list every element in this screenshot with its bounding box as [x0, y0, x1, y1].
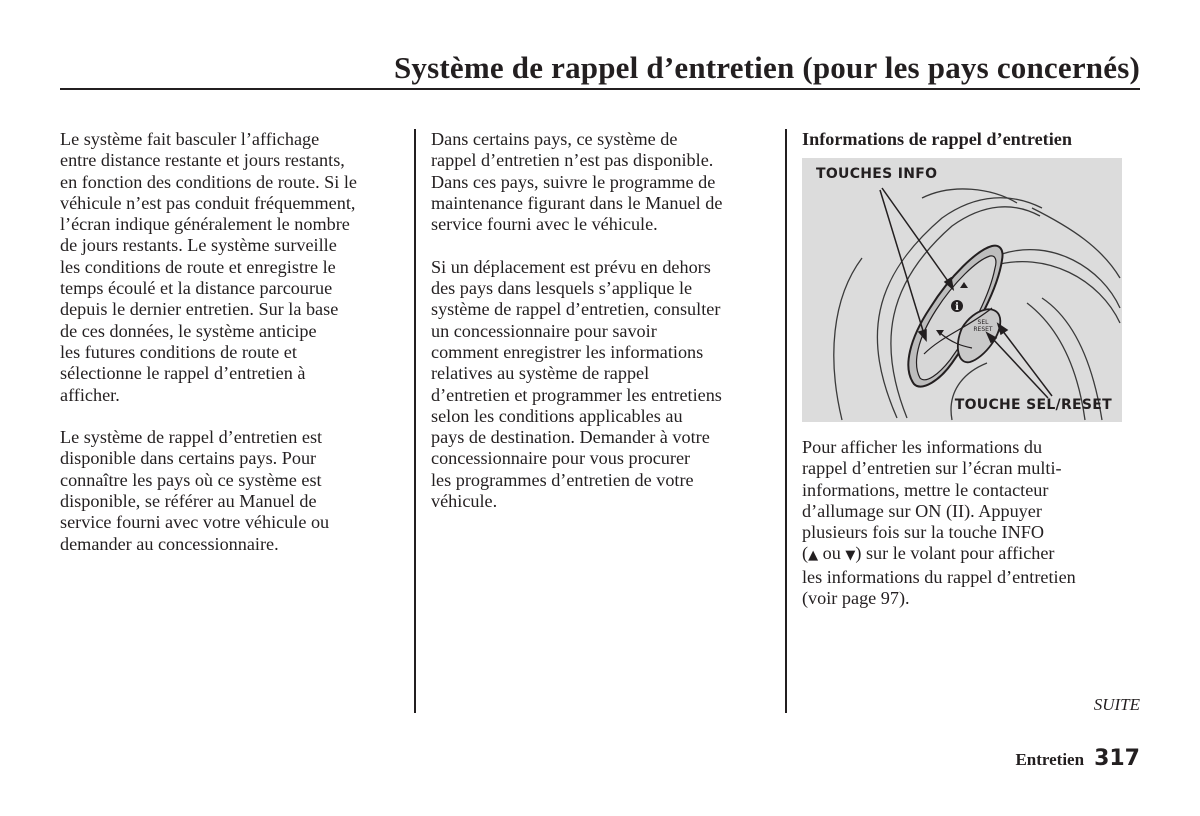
text-column-2	[431, 129, 781, 534]
section-heading: Informations de rappel d’entretien	[802, 129, 1072, 149]
paragraph	[802, 437, 1142, 609]
reset-text: RESET	[973, 326, 993, 333]
text-segment: ) sur le volant pour afficher les informations du rappel d’entretien (voir page 97).	[802, 543, 1076, 609]
steering-wheel-drawing	[802, 158, 1122, 422]
text-segment: ou	[818, 543, 846, 564]
paragraph: Dans certains pays, ce système de rappel d’entretien n’est pas disponible. Dans ces pays, suivre le programme de maintenance figurant dans le Manuel de service fourni avec le véhicule.	[431, 129, 723, 235]
text-column-1	[60, 129, 410, 576]
page-footer	[1015, 746, 1140, 771]
title-rule	[60, 88, 1140, 90]
steering-wheel-buttons-illustration	[802, 158, 1122, 422]
triangle-up-icon: ▲	[808, 548, 819, 564]
text-column-3	[802, 129, 1142, 609]
column-divider	[414, 129, 416, 713]
label-touche-sel-reset: TOUCHE SEL/RESET	[954, 396, 1112, 413]
paragraph: Le système de rappel d’entretien est disponible dans certains pays. Pour connaître les pays où ce système est disponible, se référer au Manuel de service fourni avec votre véhicule ou demander au concessionnaire.	[60, 427, 330, 554]
page-title: Système de rappel d’entretien (pour les pays concernés)	[393, 50, 1140, 85]
text-segment: Pour afficher les informations du rappel d’entretien sur l’écran multi- informations, mettre le contacteur d’allumage sur ON (II). Appuyer plusieurs fois sur la touche INFO (	[802, 437, 1062, 564]
paragraph: Le système fait basculer l’affichage entre distance restante et jours restants, en fonction des conditions de route. Si le véhicule n’est pas conduit fréquemment, l’écran indique généralement le nombre de jours restants. Le système surveille les conditions de route et enregistre le temps écoulé et la distance parcourue depuis le dernier entretien. Sur la base de ces données, le système anticipe les futures conditions de route et sélectionne le rappel d’entretien à afficher.	[60, 129, 358, 405]
footer-section-name: Entretien	[1015, 750, 1085, 769]
triangle-down-icon: ▼	[845, 548, 856, 564]
label-touches-info: TOUCHES INFO	[816, 166, 938, 182]
page-number: 317	[1094, 746, 1140, 771]
svg-text:i: i	[955, 302, 959, 313]
sel-text: SEL	[977, 319, 989, 326]
paragraph: Si un déplacement est prévu en dehors des pays dans lesquels s’applique le système de rappel d’entretien, consulter un concessionnaire pour savoir comment enregistrer les informations relatives au système de rappel d’entretien et programmer les entretiens selon les conditions applicables au pays de destination. Demander à votre concessionnaire pour vous procurer les programmes d’entretien de votre véhicule.	[431, 256, 722, 512]
continued-marker: SUITE	[1093, 695, 1140, 714]
column-divider	[785, 129, 787, 713]
